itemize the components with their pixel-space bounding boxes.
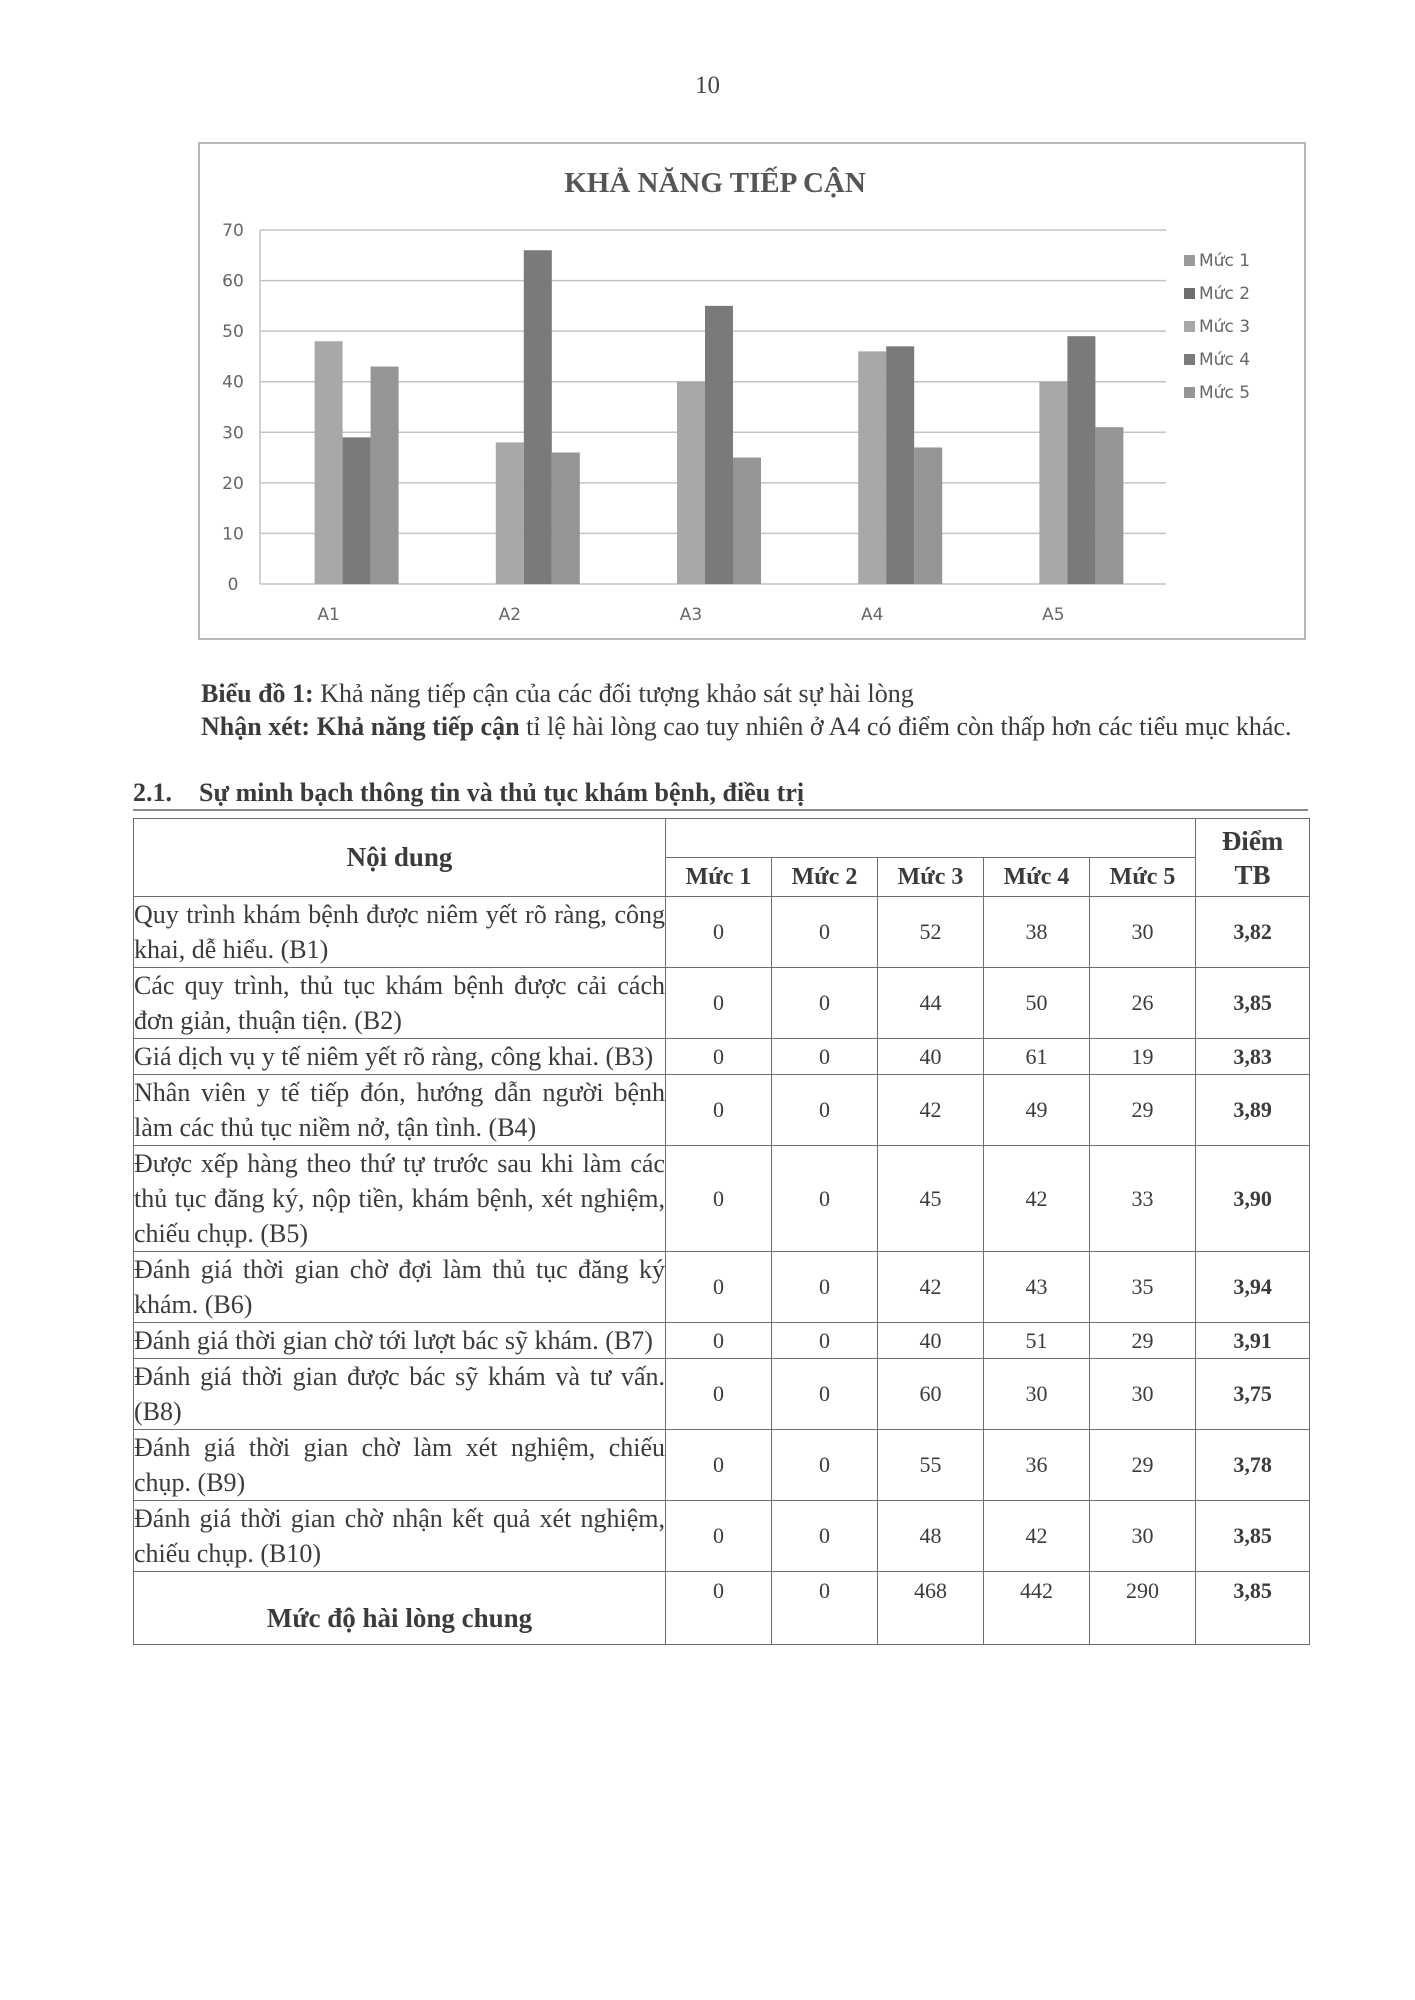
caption-text: Khả năng tiếp cận của các đối tượng khảo sát sự hài lòng [313, 679, 914, 708]
table-row [134, 1430, 1310, 1501]
row-level-5-count: 33 [1090, 1146, 1196, 1252]
row-level-3-count: 40 [878, 1323, 984, 1359]
header-level-5: Mức 5 [1090, 858, 1196, 897]
row-level-5-count: 19 [1090, 1039, 1196, 1075]
table-row [134, 1501, 1310, 1572]
legend-swatch [1184, 288, 1195, 299]
row-average-score: 3,90 [1196, 1146, 1310, 1252]
row-level-2-count: 0 [772, 1359, 878, 1430]
legend-label: Mức 3 [1199, 317, 1251, 337]
x-tick-label: A5 [1042, 605, 1065, 625]
row-level-4-count: 42 [984, 1501, 1090, 1572]
row-level-1-count: 0 [666, 1501, 772, 1572]
row-average-score: 3,82 [1196, 897, 1310, 968]
header-level-1: Mức 1 [666, 858, 772, 897]
bar-A5-Mức-5 [1095, 427, 1123, 584]
bar-A3-Mức-4 [705, 306, 733, 584]
row-level-4-count: 38 [984, 897, 1090, 968]
bar-chart [198, 142, 1306, 640]
row-level-3-count: 52 [878, 897, 984, 968]
chart-title: KHẢ NĂNG TIẾP CẬN [564, 167, 866, 199]
chart-caption [133, 677, 1313, 710]
row-level-4-count: 51 [984, 1323, 1090, 1359]
row-level-5-count: 26 [1090, 968, 1196, 1039]
bar-A1-Mức-5 [371, 367, 399, 584]
row-level-4-count: 49 [984, 1075, 1090, 1146]
section-title: Sự minh bạch thông tin và thủ tục khám bệnh, điều trị [199, 778, 805, 807]
row-level-5-count: 29 [1090, 1075, 1196, 1146]
table-row [134, 1359, 1310, 1430]
bar-A2-Mức-4 [524, 250, 552, 584]
table-total-row [134, 1572, 1310, 1645]
row-content: Mức độ hài lòng chung [134, 1572, 666, 1645]
row-content: Nhân viên y tế tiếp đón, hướng dẫn người bệnh làm các thủ tục niềm nở, tận tình. (B4) [134, 1075, 666, 1146]
row-level-4-count: 42 [984, 1146, 1090, 1252]
row-level-1-count: 0 [666, 968, 772, 1039]
row-level-3-count: 55 [878, 1430, 984, 1501]
row-average-score: 3,89 [1196, 1075, 1310, 1146]
remark-label: Nhận xét: [201, 712, 317, 741]
row-level-5-count: 30 [1090, 897, 1196, 968]
survey-table [133, 818, 1310, 1645]
row-level-3-count: 42 [878, 1252, 984, 1323]
bar-A4-Mức-3 [858, 351, 886, 584]
row-average-score: 3,75 [1196, 1359, 1310, 1430]
bar-A4-Mức-5 [914, 447, 942, 584]
legend-label: Mức 1 [1199, 251, 1251, 271]
legend-swatch [1184, 354, 1195, 365]
row-average-score: 3,91 [1196, 1323, 1310, 1359]
row-content: Quy trình khám bệnh được niêm yết rõ ràng, công khai, dễ hiểu. (B1) [134, 897, 666, 968]
legend-swatch [1184, 321, 1195, 332]
remark-subject: Khả năng tiếp cận [316, 712, 520, 741]
y-tick-label: 0 [227, 575, 239, 595]
table-row [134, 968, 1310, 1039]
bar-A2-Mức-3 [496, 442, 524, 584]
bar-A3-Mức-3 [677, 382, 705, 584]
section-heading [133, 776, 1308, 811]
row-level-4-count: 442 [984, 1572, 1090, 1645]
row-level-2-count: 0 [772, 1323, 878, 1359]
x-axis-ticks [317, 605, 1064, 625]
legend-swatch [1184, 387, 1195, 398]
y-tick-label: 70 [222, 221, 244, 241]
row-level-3-count: 48 [878, 1501, 984, 1572]
row-average-score: 3,85 [1196, 1501, 1310, 1572]
row-level-1-count: 0 [666, 1075, 772, 1146]
row-level-5-count: 290 [1090, 1572, 1196, 1645]
table-row [134, 1252, 1310, 1323]
row-level-1-count: 0 [666, 1252, 772, 1323]
header-level-2: Mức 2 [772, 858, 878, 897]
row-level-5-count: 29 [1090, 1430, 1196, 1501]
row-average-score: 3,85 [1196, 1572, 1310, 1645]
x-tick-label: A1 [317, 605, 340, 625]
legend-label: Mức 5 [1199, 383, 1251, 403]
row-level-2-count: 0 [772, 968, 878, 1039]
header-levels-group [666, 819, 1196, 858]
header-level-3: Mức 3 [878, 858, 984, 897]
row-level-1-count: 0 [666, 897, 772, 968]
bar-A4-Mức-4 [886, 346, 914, 584]
remark-paragraph [133, 710, 1313, 743]
table-row [134, 1146, 1310, 1252]
row-content: Đánh giá thời gian chờ tới lượt bác sỹ khám. (B7) [134, 1323, 666, 1359]
y-tick-label: 50 [222, 322, 244, 343]
row-level-5-count: 30 [1090, 1501, 1196, 1572]
header-average-line2: TB [1234, 859, 1271, 890]
row-content: Các quy trình, thủ tục khám bệnh được cải cách đơn giản, thuận tiện. (B2) [134, 968, 666, 1039]
legend-label: Mức 2 [1199, 284, 1251, 304]
caption-label: Biểu đồ 1: [201, 679, 314, 708]
row-average-score: 3,83 [1196, 1039, 1310, 1075]
row-level-2-count: 0 [772, 1572, 878, 1645]
row-level-5-count: 29 [1090, 1323, 1196, 1359]
row-level-3-count: 40 [878, 1039, 984, 1075]
row-level-2-count: 0 [772, 1075, 878, 1146]
row-content: Đánh giá thời gian chờ đợi làm thủ tục đăng ký khám. (B6) [134, 1252, 666, 1323]
y-tick-label: 60 [222, 271, 244, 292]
row-level-4-count: 50 [984, 968, 1090, 1039]
header-level-4: Mức 4 [984, 858, 1090, 897]
row-average-score: 3,85 [1196, 968, 1310, 1039]
table-row [134, 897, 1310, 968]
row-level-4-count: 30 [984, 1359, 1090, 1430]
row-level-1-count: 0 [666, 1430, 772, 1501]
x-tick-label: A3 [679, 605, 703, 625]
page-number: 10 [695, 72, 720, 99]
row-level-2-count: 0 [772, 1039, 878, 1075]
row-level-2-count: 0 [772, 1430, 878, 1501]
header-average-line1: Điểm [1221, 825, 1284, 856]
row-level-2-count: 0 [772, 1252, 878, 1323]
y-tick-label: 30 [222, 423, 244, 444]
bar-A5-Mức-4 [1067, 336, 1095, 584]
row-content: Giá dịch vụ y tế niêm yết rõ ràng, công khai. (B3) [134, 1039, 666, 1075]
row-level-4-count: 43 [984, 1252, 1090, 1323]
header-average [1196, 819, 1310, 897]
y-tick-label: 10 [222, 524, 244, 545]
bar-A3-Mức-5 [733, 458, 761, 584]
row-level-1-count: 0 [666, 1572, 772, 1645]
chart-canvas [200, 144, 1304, 638]
bar-A1-Mức-4 [343, 437, 371, 584]
row-content: Được xếp hàng theo thứ tự trước sau khi làm các thủ tục đăng ký, nộp tiền, khám bệnh, xét nghiệm, chiếu chụp. (B5) [134, 1146, 666, 1252]
bar-A5-Mức-3 [1039, 382, 1067, 584]
row-content: Đánh giá thời gian được bác sỹ khám và tư vấn. (B8) [134, 1359, 666, 1430]
bar-A1-Mức-3 [315, 341, 343, 584]
row-level-2-count: 0 [772, 897, 878, 968]
row-level-1-count: 0 [666, 1359, 772, 1430]
x-tick-label: A2 [498, 605, 522, 625]
row-average-score: 3,94 [1196, 1252, 1310, 1323]
row-content: Đánh giá thời gian chờ nhận kết quả xét nghiệm, chiếu chụp. (B10) [134, 1501, 666, 1572]
section-number: 2.1. [133, 778, 172, 807]
row-level-5-count: 35 [1090, 1252, 1196, 1323]
row-level-3-count: 44 [878, 968, 984, 1039]
table-row [134, 1075, 1310, 1146]
row-level-1-count: 0 [666, 1146, 772, 1252]
legend-label: Mức 4 [1199, 350, 1251, 370]
y-axis-ticks [222, 221, 244, 595]
row-level-5-count: 30 [1090, 1359, 1196, 1430]
row-level-1-count: 0 [666, 1039, 772, 1075]
row-level-3-count: 42 [878, 1075, 984, 1146]
table-row [134, 1323, 1310, 1359]
row-level-2-count: 0 [772, 1501, 878, 1572]
x-tick-label: A4 [860, 605, 884, 625]
row-level-4-count: 36 [984, 1430, 1090, 1501]
row-level-3-count: 45 [878, 1146, 984, 1252]
row-average-score: 3,78 [1196, 1430, 1310, 1501]
y-tick-label: 20 [222, 473, 244, 494]
legend-swatch [1184, 255, 1195, 266]
table-row [134, 1039, 1310, 1075]
row-level-2-count: 0 [772, 1146, 878, 1252]
row-level-1-count: 0 [666, 1323, 772, 1359]
header-content: Nội dung [134, 819, 666, 897]
bar-A2-Mức-5 [552, 453, 580, 584]
row-level-3-count: 468 [878, 1572, 984, 1645]
row-level-4-count: 61 [984, 1039, 1090, 1075]
y-tick-label: 40 [222, 372, 244, 393]
row-level-3-count: 60 [878, 1359, 984, 1430]
row-content: Đánh giá thời gian chờ làm xét nghiệm, chiếu chụp. (B9) [134, 1430, 666, 1501]
remark-text: tỉ lệ hài lòng cao tuy nhiên ở A4 có điểm còn thấp hơn các tiểu mục khác. [519, 712, 1292, 741]
legend [1184, 251, 1250, 403]
